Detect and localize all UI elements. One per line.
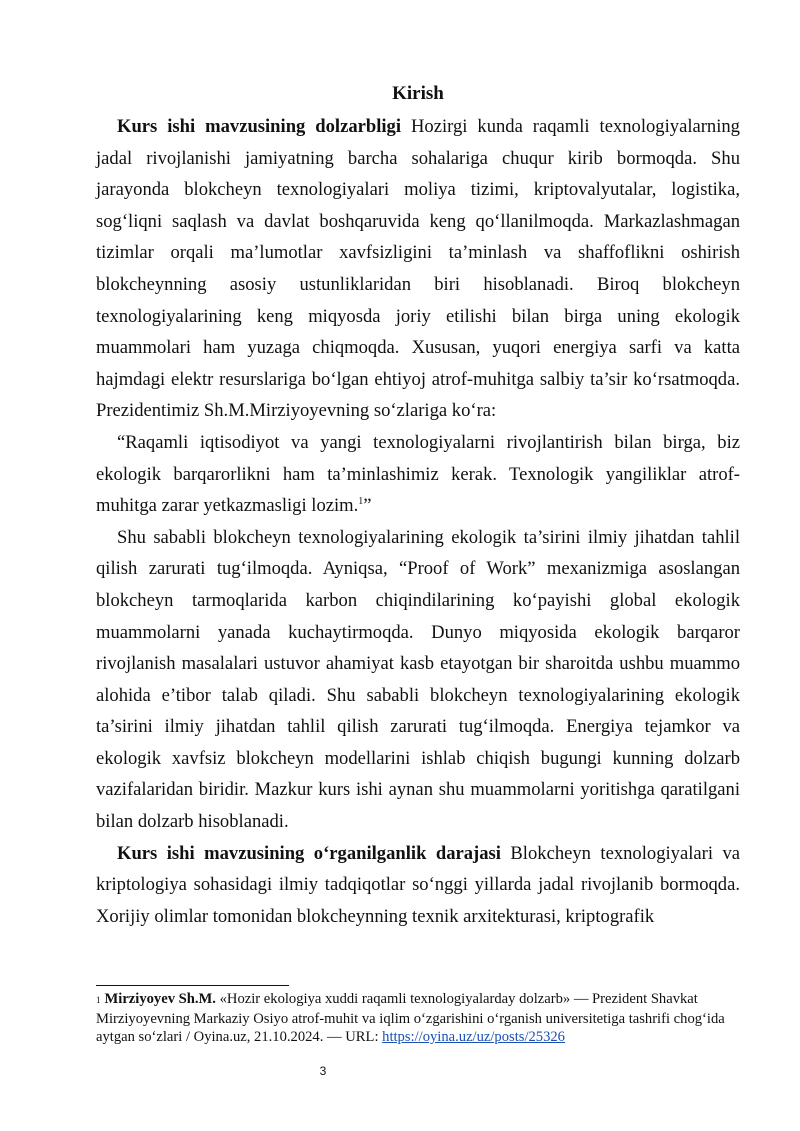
footnote-url-link[interactable]: https://oyina.uz/uz/posts/25326 — [382, 1029, 565, 1045]
section-title: Kirish — [392, 83, 444, 104]
page-number: 3 — [319, 1064, 327, 1078]
paragraph-relevance — [96, 111, 740, 427]
quote-closing-mark: ” — [363, 495, 372, 517]
footnote-separator — [96, 985, 289, 986]
document-page — [96, 80, 740, 932]
president-quote — [96, 427, 740, 522]
relevance-text: Hozirgi kunda raqamli texnologiyalarning jadal rivojlanishi jamiyatning barcha sohalariga chuqur kirib bormoqda. Shu jarayonda blokcheyn texnologiyalari moliya tizimi, kriptovalyutalar, logistika, sog‘liqni saqlash va davlat boshqaruvida keng qo‘llanilmoqda. Markazlashmagan tizimlar orqali ma’lumotlar xavfsizligini ta’minlash va shaffoflikni oshirish blokcheynning asosiy ustunliklaridan biri hisoblanadi. Biroq blokcheyn texnologiyalarining keng miqyosda joriy etilishi bilan birga uning ekologik muammolari ham yuzaga chiqmoqda. Xususan, yuqori energiya sarfi va katta hajmdagi elektr resurslariga bo‘lgan ehtiyoj atrof-muhitga salbiy ta’sir ko‘rsatmoqda. Prezidentimiz Sh.M.Mirziyoyevning so‘zlariga ko‘ra: — [96, 116, 740, 422]
relevance-heading: Kurs ishi mavzusining dolzarbligi — [117, 116, 402, 137]
paragraph-ecological-impact: Shu sababli blokcheyn texnologiyalarining ekologik ta’sirini ilmiy jihatdan tahlil qilish zarurati tug‘ilmoqda. Ayniqsa, “Proof of Work” mexanizmiga asoslangan blokcheyn tarmoqlarida karbon chiqindilarining ko‘payishi global ekologik muammolarni yanada kuchaytirmoqda. Dunyo miqyosida ekologik barqaror rivojlanish masalalari ustuvor ahamiyat kasb etayotgan bir sharoitda ushbu muammo alohida e’tibor talab qiladi. Shu sababli blokcheyn texnologiyalarining ekologik ta’sirini ilmiy jihatdan tahlil qilish zarurati tug‘ilmoqda. Energiya tejamkor va ekologik xavfsiz blokcheyn modellarini ishlab chiqish bugungi kunning dolzarb vazifalaridan biridir. Mazkur kurs ishi aynan shu muammolarni yoritishga qaratilgani bilan dolzarb hisoblanadi. — [96, 526, 740, 833]
paragraph-research-level — [96, 838, 740, 933]
research-level-text: Blokcheyn texnologiyalari va kriptologiya sohasidagi ilmiy tadqiqotlar so‘nggi yillarda jadal rivojlanib bormoqda. Xorijiy olimlar tomonidan blokcheynning texnik arxitekturasi, kriptografik — [96, 842, 740, 927]
research-level-heading: Kurs ishi mavzusining o‘rganilganlik darajasi — [117, 842, 501, 864]
footnote-reference[interactable]: 1 — [358, 495, 364, 507]
footnote — [96, 990, 740, 1047]
footnote-author: Mirziyoyev Sh.M. — [104, 991, 216, 1007]
footnote-text: «Hozir ekologiya xuddi raqamli texnologiyalarday dolzarb» — Prezident Shavkat Mirziyoyevning Markaziy Osiyo atrof-muhit va iqlim o‘zgarishini o‘rganish universitetiga tashrifi chog‘ida aytgan so‘zlari / Oyina.uz, 21.10.2024. — URL: — [96, 991, 725, 1045]
quote-text: “Raqamli iqtisodiyot va yangi texnologiyalarni rivojlantirish bilan birga, biz ekologik barqarorlikni ham ta’minlashimiz kerak. Texnologik yangiliklar atrof-muhitga zarar yetkazmasligi lozim. — [96, 431, 740, 517]
footnote-mark: 1 — [96, 995, 101, 1005]
